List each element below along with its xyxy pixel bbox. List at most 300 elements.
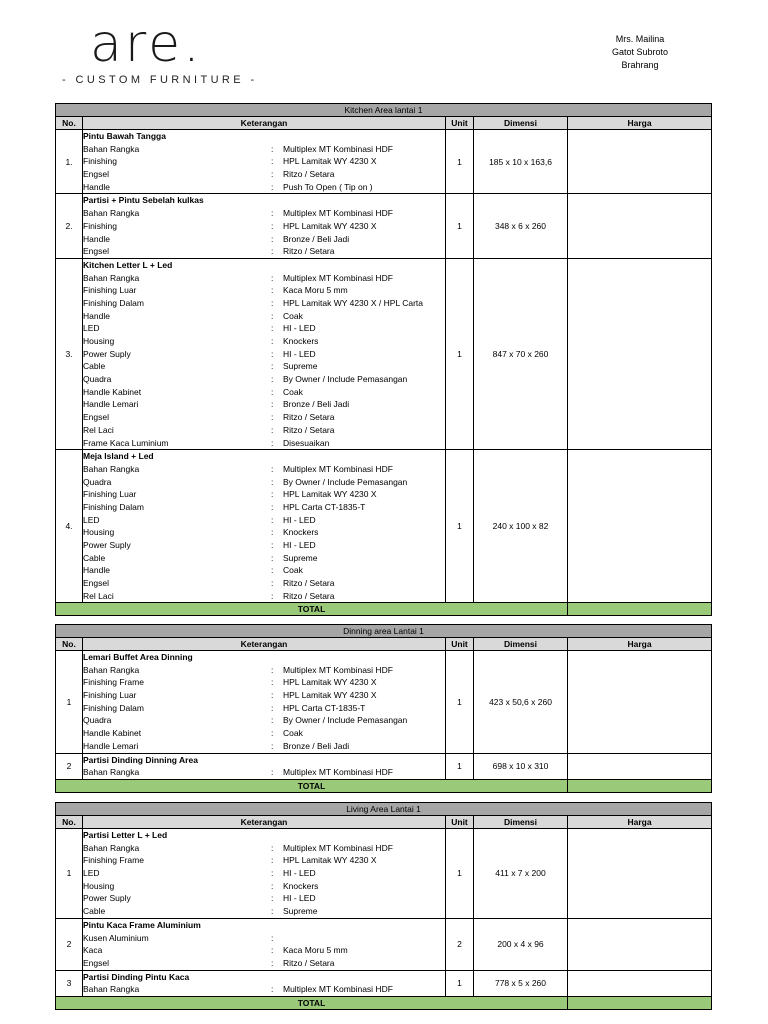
spec-key: Rel Laci [83,590,114,601]
spec-line [83,702,445,715]
spec-value: HPL Lamitak WY 4230 X [283,855,377,866]
spec-line [83,766,445,779]
spec-value: Coak [283,565,303,576]
spec-value: By Owner / Include Pemasangan [283,476,408,487]
spec-line [83,880,445,893]
spec-line [83,552,445,565]
spec-key: Finishing Frame [83,855,144,866]
spec-key: Cable [83,906,106,917]
column-header-keterangan: Keterangan [83,638,446,651]
spec-separator: : [271,169,274,180]
spec-value: Multiplex MT Kombinasi HDF [283,664,393,675]
section-title-row [56,803,712,816]
spec-key: Handle [83,181,110,192]
total-amount [568,996,712,1009]
quotation-table [55,103,712,616]
spec-value: HPL Lamitak WY 4230 X / HPL Carta [283,297,423,308]
spec-value: Ritzo / Setara [283,590,335,601]
spec-separator: : [271,984,274,995]
spec-key: Finishing Luar [83,285,137,296]
item-name: Partisi Dinding Dinning Area [83,754,198,765]
spec-value: Bronze / Beli Jadi [283,399,350,410]
spec-value: Knockers [283,527,319,538]
spec-value: Multiplex MT Kombinasi HDF [283,767,393,778]
spec-value: HPL Carta CT-1835-T [283,501,366,512]
spec-separator: : [271,386,274,397]
spec-key: Handle [83,310,110,321]
spec-value: Bronze / Beli Jadi [283,740,350,751]
spec-separator: : [271,842,274,853]
table-row [56,130,712,194]
spec-line [83,310,445,323]
spec-key: Cable [83,361,106,372]
item-description [83,829,446,919]
client-area: Brahrang [621,60,659,70]
spec-line [83,842,445,855]
column-header-no: No. [56,638,83,651]
total-row [56,779,712,792]
column-header-row [56,117,712,130]
spec-key: Handle Lemari [83,399,139,410]
spec-value: Ritzo / Setara [283,424,335,435]
spec-key: Kaca [83,945,103,956]
spec-value: Ritzo / Setara [283,246,335,257]
spec-key: Handle Lemari [83,740,139,751]
spec-value: Multiplex MT Kombinasi HDF [283,272,393,283]
spec-key: LED [83,514,100,525]
spec-key: Bahan Rangka [83,842,140,853]
spec-key: LED [83,868,100,879]
item-number: 3. [56,258,83,449]
spec-value [283,932,445,945]
spec-key: Engsel [83,957,109,968]
spec-key: Finishing Frame [83,677,144,688]
spec-line [83,386,445,399]
item-description [83,651,446,754]
spec-value: HPL Carta CT-1835-T [283,702,366,713]
client-street: Gatot Subroto [611,47,669,57]
spec-value: Ritzo / Setara [283,578,335,589]
spec-key: Housing [83,527,115,538]
spec-separator: : [271,957,274,968]
spec-line [83,727,445,740]
spec-key: Finishing Luar [83,489,137,500]
item-name: Partisi Dinding Pintu Kaca [83,971,190,982]
spec-value: Supreme [283,906,318,917]
spec-value: Bronze / Beli Jadi [283,233,350,244]
spec-value: Ritzo / Setara [283,169,335,180]
spec-line [83,676,445,689]
item-name: Pintu Kaca Frame Aluminium [83,919,201,930]
spec-key: Kusen Aluminium [83,932,149,943]
item-number: 1. [56,130,83,194]
spec-key: Finishing [83,156,118,167]
spec-value: HI - LED [283,540,316,550]
spec-line [83,233,445,246]
spec-line [83,220,445,233]
spec-value: Multiplex MT Kombinasi HDF [283,208,393,219]
spec-line [83,564,445,577]
spec-separator: : [271,590,274,601]
client-address-block [580,33,700,72]
spec-key: Engsel [83,412,109,423]
spec-separator: : [271,181,274,192]
spec-value: Kaca Moru 5 mm [283,945,348,956]
spec-separator: : [271,702,274,713]
item-name: Kitchen Letter L + Led [83,259,173,270]
spec-separator: : [271,297,274,308]
column-header-row [56,816,712,829]
spec-separator: : [271,143,274,154]
spec-key: Bahan Rangka [83,664,140,675]
table-row [56,651,712,754]
spec-key: Bahan Rangka [83,984,140,995]
spec-separator: : [271,932,274,943]
spec-line [83,348,445,361]
spec-key: Finishing Dalam [83,297,144,308]
item-description [83,970,446,996]
spec-line [83,155,445,168]
spec-separator: : [271,540,274,550]
spec-separator: : [271,767,274,778]
spec-value: Ritzo / Setara [283,957,335,968]
spec-value: HI - LED [283,514,316,525]
column-header-dimensi: Dimensi [474,117,568,130]
spec-separator: : [271,945,274,956]
section-living [55,802,711,1010]
spec-line [83,689,445,702]
item-dimensi: 348 x 6 x 260 [474,194,568,258]
spec-key: LED [83,323,100,334]
spec-key: Power Suply [83,540,131,550]
spec-separator: : [271,233,274,244]
column-header-keterangan: Keterangan [83,816,446,829]
spec-line [83,411,445,424]
spec-separator: : [271,220,274,231]
quotation-table [55,624,712,793]
spec-separator: : [271,501,274,512]
spec-value: Multiplex MT Kombinasi HDF [283,463,393,474]
spec-value: Coak [283,386,303,397]
item-harga [568,829,712,919]
spec-line [83,957,445,970]
spec-key: Frame Kaca Luminium [83,437,169,448]
item-harga [568,753,712,779]
column-header-unit: Unit [446,816,474,829]
spec-separator: : [271,677,274,688]
spec-separator: : [271,323,274,334]
spec-value: HPL Lamitak WY 4230 X [283,677,377,688]
spec-key: Finishing [83,220,118,231]
spec-separator: : [271,246,274,257]
column-header-harga: Harga [568,117,712,130]
spec-key: Bahan Rangka [83,208,140,219]
spec-separator: : [271,880,274,891]
spec-separator: : [271,348,274,359]
total-row [56,996,712,1009]
spec-key: Finishing Dalam [83,501,144,512]
spec-value: HI - LED [283,893,316,904]
table-row [56,450,712,603]
spec-key: Cable [83,552,106,563]
item-unit: 1 [446,450,474,603]
total-amount [568,603,712,616]
spec-key: Bahan Rangka [83,272,140,283]
spec-key: Handle [83,565,110,576]
spec-value: Coak [283,310,303,321]
item-description [83,450,446,603]
spec-line [83,714,445,727]
item-harga [568,450,712,603]
item-dimensi: 423 x 50,6 x 260 [474,651,568,754]
table-row [56,258,712,449]
spec-separator: : [271,527,274,538]
item-name: Meja Island + Led [83,451,154,462]
item-dimensi: 411 x 7 x 200 [474,829,568,919]
section-title: Kitchen Area lantai 1 [56,104,712,117]
spec-separator: : [271,906,274,917]
item-harga [568,970,712,996]
company-logo [62,14,262,86]
spec-key: Housing [83,336,115,346]
spec-separator: : [271,690,274,701]
spec-separator: : [271,664,274,675]
spec-key: Finishing Luar [83,690,137,701]
section-title-row [56,104,712,117]
spec-line [83,424,445,437]
spec-line [83,664,445,677]
spec-separator: : [271,868,274,879]
total-amount [568,779,712,792]
spec-separator: : [271,156,274,167]
total-label: TOTAL [56,996,568,1009]
spec-line [83,272,445,285]
spec-key: Handle Kabinet [83,386,142,397]
spec-key: Engsel [83,246,109,257]
spec-value: HI - LED [283,348,316,359]
spec-line [83,577,445,590]
item-harga [568,651,712,754]
item-dimensi: 778 x 5 x 260 [474,970,568,996]
spec-line [83,335,445,348]
spec-line [83,207,445,220]
spec-separator: : [271,310,274,321]
item-dimensi: 200 x 4 x 96 [474,918,568,970]
spec-separator: : [271,893,274,904]
spec-separator: : [271,715,274,726]
column-header-harga: Harga [568,638,712,651]
item-unit: 2 [446,918,474,970]
item-harga [568,130,712,194]
spec-key: Engsel [83,578,109,589]
spec-line [83,932,445,945]
client-name: Mrs. Mailina [615,34,665,44]
spec-line [83,514,445,527]
spec-line [83,854,445,867]
spec-line [83,892,445,905]
item-unit: 1 [446,651,474,754]
spec-value: Knockers [283,336,319,346]
spec-key: Finishing Dalam [83,702,144,713]
spec-separator: : [271,336,274,346]
table-row [56,918,712,970]
spec-line [83,181,445,194]
spec-key: Housing [83,880,115,891]
spec-line [83,944,445,957]
spec-separator: : [271,412,274,423]
spec-line [83,590,445,603]
spec-value: HPL Lamitak WY 4230 X [283,156,377,167]
spec-line [83,398,445,411]
item-unit: 1 [446,130,474,194]
spec-key: Rel Laci [83,424,114,435]
spec-line [83,437,445,450]
spec-separator: : [271,208,274,219]
column-header-row [56,638,712,651]
spec-line [83,245,445,258]
spec-key: Handle [83,233,110,244]
spec-line [83,373,445,386]
item-name: Partisi + Pintu Sebelah kulkas [83,195,204,206]
item-dimensi: 185 x 10 x 163,6 [474,130,568,194]
spec-value: HPL Lamitak WY 4230 X [283,489,377,500]
spec-line [83,360,445,373]
spec-value: Multiplex MT Kombinasi HDF [283,143,393,154]
quotation-table [55,802,712,1010]
spec-separator: : [271,361,274,372]
total-label: TOTAL [56,779,568,792]
spec-value: Supreme [283,552,318,563]
spec-line [83,476,445,489]
spec-separator: : [271,728,274,739]
spec-separator: : [271,552,274,563]
section-kitchen [55,103,711,616]
spec-separator: : [271,374,274,385]
spec-separator: : [271,578,274,589]
table-row [56,829,712,919]
spec-key: Bahan Rangka [83,463,140,474]
item-unit: 1 [446,753,474,779]
item-description [83,130,446,194]
spec-value: Coak [283,728,303,739]
spec-value: HPL Lamitak WY 4230 X [283,220,377,231]
item-dimensi: 240 x 100 x 82 [474,450,568,603]
column-header-keterangan: Keterangan [83,117,446,130]
spec-key: Quadra [83,374,112,385]
spec-key: Handle Kabinet [83,728,142,739]
spec-line [83,488,445,501]
item-harga [568,258,712,449]
spec-key: Quadra [83,715,112,726]
item-number: 2. [56,194,83,258]
column-header-dimensi: Dimensi [474,816,568,829]
spec-line [83,297,445,310]
section-title: Living Area Lantai 1 [56,803,712,816]
spec-separator: : [271,399,274,410]
spec-value: By Owner / Include Pemasangan [283,715,408,726]
spec-value: Push To Open ( Tip on ) [283,181,373,192]
spec-value: Ritzo / Setara [283,412,335,423]
spec-separator: : [271,437,274,448]
spec-key: Bahan Rangka [83,767,140,778]
item-unit: 1 [446,258,474,449]
spec-value: Disesuaikan [283,437,330,448]
table-row [56,194,712,258]
item-name: Partisi Letter L + Led [83,830,168,840]
spec-value: Multiplex MT Kombinasi HDF [283,984,393,995]
spec-value: Kaca Moru 5 mm [283,285,348,296]
spec-separator: : [271,424,274,435]
item-number: 2 [56,918,83,970]
spec-key: Bahan Rangka [83,143,140,154]
spec-line [83,284,445,297]
item-description [83,918,446,970]
logo-wordmark: are. [90,14,203,74]
item-number: 4. [56,450,83,603]
spec-line [83,501,445,514]
item-name: Lemari Buffet Area Dinning [83,652,193,662]
item-dimensi: 698 x 10 x 310 [474,753,568,779]
spec-line [83,463,445,476]
spec-separator: : [271,285,274,296]
total-label: TOTAL [56,603,568,616]
section-title-row [56,625,712,638]
spec-line [83,143,445,156]
spec-value: Knockers [283,880,319,891]
column-header-harga: Harga [568,816,712,829]
spec-line [83,539,445,552]
item-description [83,194,446,258]
spec-separator: : [271,272,274,283]
spec-key: Quadra [83,476,112,487]
spec-line [83,322,445,335]
spec-value: HPL Lamitak WY 4230 X [283,690,377,701]
item-number: 2 [56,753,83,779]
spec-separator: : [271,476,274,487]
spec-separator: : [271,514,274,525]
spec-value: HI - LED [283,323,316,334]
spec-separator: : [271,740,274,751]
item-dimensi: 847 x 70 x 260 [474,258,568,449]
total-row [56,603,712,616]
spec-separator: : [271,489,274,500]
spec-line [83,740,445,753]
item-name: Pintu Bawah Tangga [83,131,166,141]
item-unit: 1 [446,970,474,996]
spec-separator: : [271,565,274,576]
item-number: 3 [56,970,83,996]
item-number: 1 [56,829,83,919]
spec-separator: : [271,855,274,866]
spec-line [83,168,445,181]
column-header-no: No. [56,816,83,829]
column-header-unit: Unit [446,638,474,651]
spec-value: Multiplex MT Kombinasi HDF [283,842,393,853]
item-unit: 1 [446,194,474,258]
spec-value: Supreme [283,361,318,372]
item-description [83,258,446,449]
logo-tagline: - CUSTOM FURNITURE - [62,74,258,86]
spec-value: HI - LED [283,868,316,879]
item-harga [568,194,712,258]
item-description [83,753,446,779]
item-unit: 1 [446,829,474,919]
spec-line [83,867,445,880]
column-header-unit: Unit [446,117,474,130]
spec-line [83,905,445,918]
spec-line [83,983,445,996]
column-header-no: No. [56,117,83,130]
